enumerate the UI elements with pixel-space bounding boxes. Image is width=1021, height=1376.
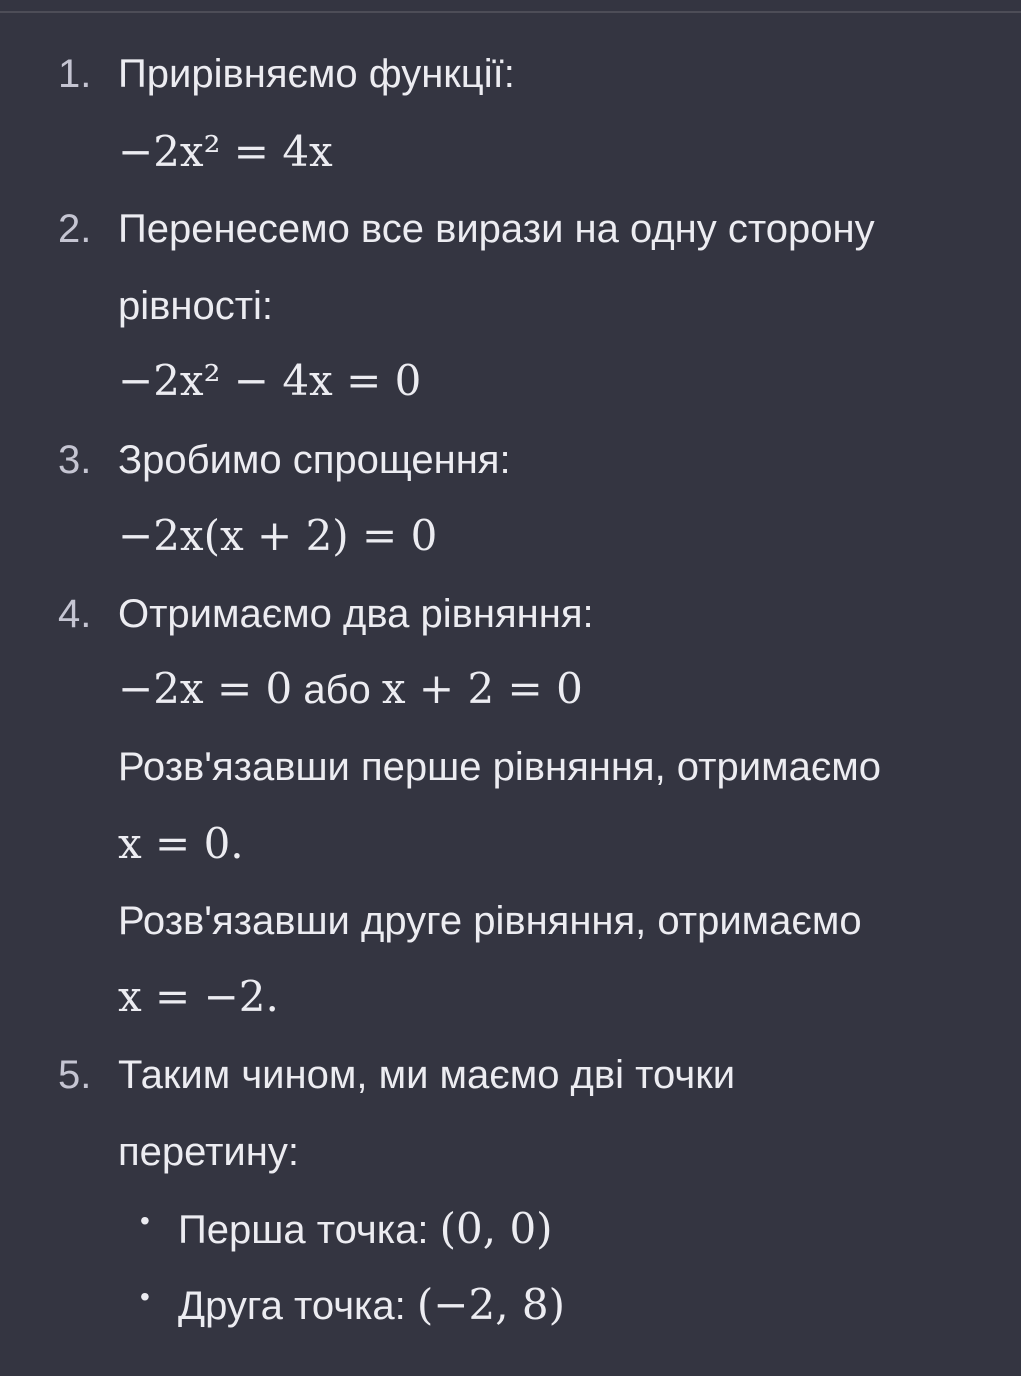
point-2-label: Друга точка: (178, 1284, 406, 1328)
point-1-label: Перша точка: (178, 1208, 429, 1252)
step-5-title-line2: перетину: (118, 1130, 299, 1174)
step-4-title: Отримаємо два рівняння: (118, 592, 594, 636)
step-2-title-line1: Перенесемо все вирази на одну сторону (118, 207, 875, 251)
step-1-math: −2x² = 4x (118, 127, 333, 176)
step-1-title: Прирівняємо функції: (118, 52, 515, 96)
step-2-math: −2x² − 4x = 0 (118, 356, 422, 405)
point-1-value: (0, 0) (439, 1204, 553, 1253)
step-4-solution2-text: Розв'язавши друге рівняння, отримаємо (118, 899, 862, 943)
step-4-solution1-text: Розв'язавши перше рівняння, отримаємо (118, 745, 881, 789)
step-3-math: −2x(x + 2) = 0 (118, 511, 438, 560)
step-4-connector: або (303, 668, 371, 712)
step-4-equations (118, 665, 583, 714)
step-2-title-line2: рівності: (118, 284, 274, 328)
top-divider (0, 0, 1021, 13)
point-2-value: (−2, 8) (416, 1280, 566, 1329)
step-4-solution1-math: x = 0. (118, 819, 244, 868)
point-1-bullet: • (140, 1205, 150, 1236)
step-1-equation (118, 128, 333, 176)
step-1-number: 1. (58, 52, 92, 96)
point-2 (178, 1281, 565, 1330)
step-2-equation (118, 357, 421, 405)
step-3-title: Зробимо спрощення: (118, 438, 511, 482)
step-4-math-left: −2x = 0 (118, 664, 293, 713)
step-5-number: 5. (58, 1053, 92, 1097)
step-2-number: 2. (58, 207, 92, 251)
step-3-equation (118, 512, 437, 560)
step-5-title-line1: Таким чином, ми маємо дві точки (118, 1053, 736, 1097)
step-4-number: 4. (58, 592, 92, 636)
point-1 (178, 1205, 553, 1254)
step-4-solution2-math: x = −2. (118, 972, 279, 1021)
point-2-bullet: • (140, 1281, 150, 1312)
step-4-math-right: x + 2 = 0 (381, 664, 583, 713)
step-3-number: 3. (58, 438, 92, 482)
